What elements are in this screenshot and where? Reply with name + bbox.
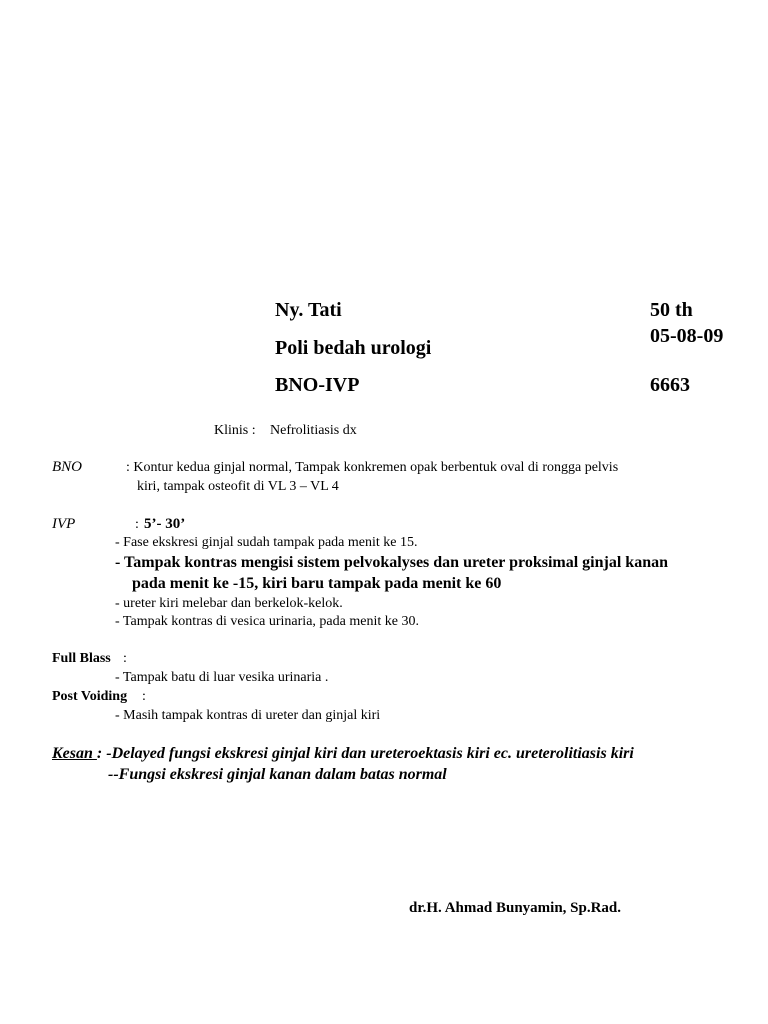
exam-type: BNO-IVP [275, 374, 360, 396]
exam-number: 6663 [650, 374, 690, 396]
ivp-item-3: - ureter kiri melebar dan berkelok-kelok. [115, 596, 343, 611]
ivp-time: 5’- 30’ [144, 516, 186, 532]
ivp-item-2-line-2: pada menit ke -15, kiri baru tampak pada menit ke 60 [132, 575, 502, 592]
klinis-value: Nefrolitiasis dx [270, 423, 357, 438]
bno-label: BNO [52, 459, 82, 475]
kesan-line-1 [52, 745, 634, 763]
patient-age: 50 th [650, 299, 693, 321]
post-voiding-item: - Masih tampak kontras di ureter dan ginjal kiri [115, 708, 381, 723]
bno-line-1: : Kontur kedua ginjal normal, Tampak konkremen opak berbentuk oval di rongga pelvis [126, 460, 619, 475]
post-voiding-label: Post Voiding [52, 689, 128, 704]
signature: dr.H. Ahmad Bunyamin, Sp.Rad. [409, 900, 622, 916]
kesan-label: Kesan [52, 745, 97, 762]
ivp-label: IVP [52, 516, 76, 532]
post-voiding-colon: : [142, 689, 146, 704]
klinis-label: Klinis : [214, 423, 256, 438]
exam-date: 05-08-09 [650, 325, 724, 347]
kesan-text-1: : -Delayed fungsi ekskresi ginjal kiri dan ureteroektasis kiri ec. ureterolitiasis kiri [96, 745, 634, 762]
ivp-item-1: - Fase ekskresi ginjal sudah tampak pada menit ke 15. [115, 535, 418, 550]
full-blass-label: Full Blass [52, 651, 111, 666]
full-blass-item: - Tampak batu di luar vesika urinaria . [115, 670, 329, 685]
full-blass-colon: : [123, 651, 127, 666]
ivp-item-4: - Tampak kontras di vesica urinaria, pada menit ke 30. [115, 614, 419, 629]
ivp-colon: : [135, 517, 139, 532]
bno-line-2: kiri, tampak osteofit di VL 3 – VL 4 [137, 479, 339, 494]
patient-name: Ny. Tati [275, 299, 342, 321]
department: Poli bedah urologi [275, 337, 432, 359]
ivp-item-2-line-1: - Tampak kontras mengisi sistem pelvokalyses dan ureter proksimal ginjal kanan [115, 554, 668, 571]
kesan-line-2: --Fungsi ekskresi ginjal kanan dalam batas normal [108, 766, 447, 783]
